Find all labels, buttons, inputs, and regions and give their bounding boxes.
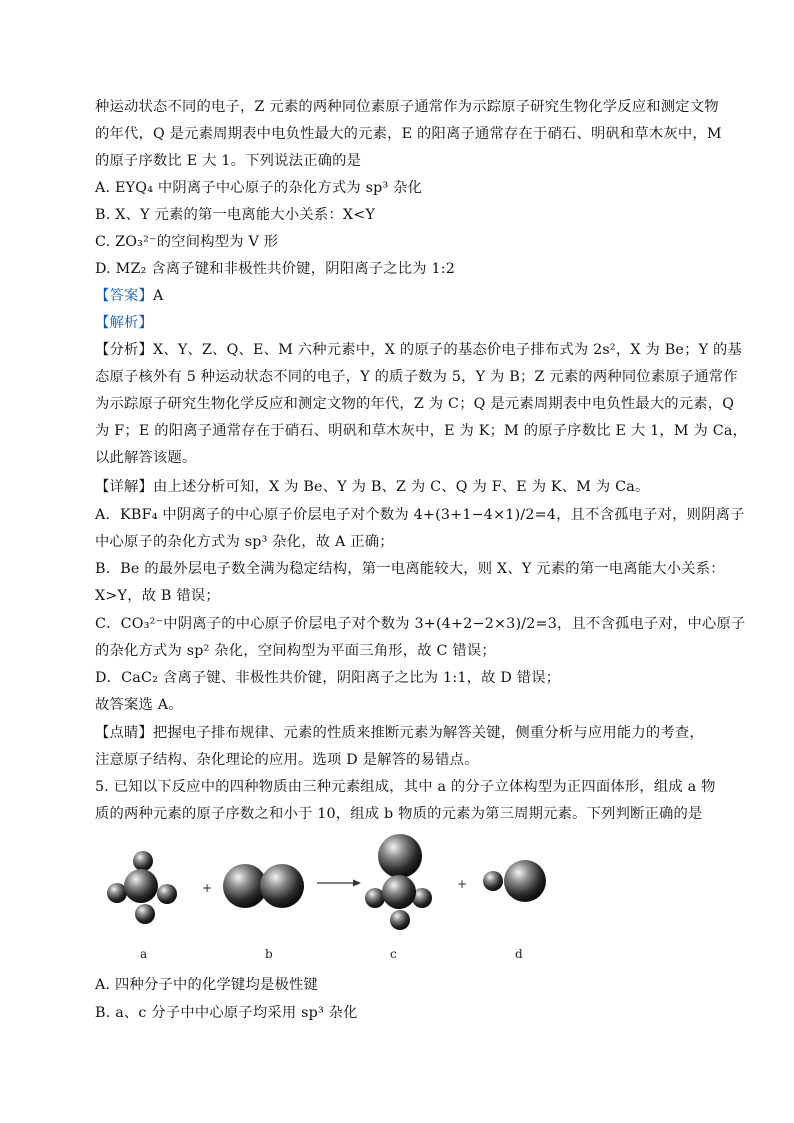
fenxi-line-4: 为 F；E 的阳离子通常存在于硝石、明矾和草木灰中，E 为 K；M 的原子序数比 E 大 1，M 为 Ca， (95, 423, 748, 439)
reaction-arrow (317, 880, 361, 887)
detail-b-line-2: X>Y，故 B 错误； (95, 588, 220, 604)
q4-option-b: B. X、Y 元素的第一电离能大小关系：X<Y (95, 207, 376, 223)
xiangjie-tag: 【详解】 (95, 479, 153, 495)
dianjing-line-1 (95, 723, 704, 743)
q4-stem-line-1: 种运动状态不同的电子，Z 元素的两种同位素原子通常作为示踪原子研究生物化学反应和测定文物 (95, 99, 719, 115)
q4-option-c: C. ZO₃²⁻的空间构型为 V 形 (95, 234, 279, 250)
fenxi-line-2: 态原子核外有 5 种运动状态不同的电子，Y 的质子数为 5，Y 为 B；Z 元素的两种同位素原子通常作 (95, 369, 738, 385)
analysis-tag: 【解析】 (95, 315, 153, 331)
plus-sign-1: + (202, 881, 213, 895)
fenxi-text-1: X、Y、Z、Q、E、M 六种元素中，X 的原子的基态价电子排布式为 2s²，X 为 Be；Y 的基 (153, 342, 742, 358)
answer-line (95, 286, 164, 306)
plus-sign-2: + (457, 877, 468, 891)
detail-c-line-1: C．CO₃²⁻中阴离子的中心原子价层电子对个数为 3+(4+2−2×3)/2=3，且不含孤电子对，中心原子 (95, 616, 746, 632)
fenxi-line-1 (95, 340, 742, 360)
fenxi-tag: 【分析】 (95, 342, 153, 358)
q5-stem-line-1: 5. 已知以下反应中的四种物质由三种元素组成，其中 a 的分子立体构型为正四面体形，组成 a 物 (95, 779, 716, 795)
molecule-c (365, 834, 432, 930)
q5-option-a: A. 四种分子中的化学键均是极性键 (95, 977, 318, 993)
conclusion-line: 故答案选 A。 (95, 697, 183, 713)
detail-d-line: D．CaC₂ 含离子键、非极性共价键，阴阳离子之比为 1:1，故 D 错误； (95, 670, 561, 686)
q5-option-b: B. a、c 分子中中心原子均采用 sp³ 杂化 (95, 1005, 358, 1021)
dianjing-text-1: 把握电子排布规律、元素的性质来推断元素为解答关键，侧重分析与应用能力的考查， (153, 725, 704, 741)
label-b: b (265, 947, 273, 961)
label-c: c (390, 947, 397, 961)
q4-option-a: A. EYQ₄ 中阴离子中心原子的杂化方式为 sp³ 杂化 (95, 180, 423, 196)
q4-stem-line-2: 的年代，Q 是元素周期表中电负性最大的元素，E 的阳离子通常存在于硝石、明矾和草木灰中，M (95, 126, 722, 142)
q4-option-d: D. MZ₂ 含离子键和非极性共价键，阴阳离子之比为 1:2 (95, 261, 456, 277)
fenxi-line-5: 以此解答该题。 (95, 450, 197, 466)
molecule-d (483, 860, 546, 902)
q5-stem-line-2: 质的两种元素的原子序数之和小于 10，组成 b 物质的元素为第三周期元素。下列判断正确的是 (95, 806, 703, 822)
q4-stem-line-3: 的原子序数比 E 大 1。下列说法正确的是 (95, 153, 362, 169)
fenxi-line-3: 为示踪原子研究生物化学反应和测定文物的年代，Z 为 C；Q 是元素周期表中电负性最大的元素，Q (95, 396, 735, 412)
answer-value: A (153, 288, 164, 304)
label-a: a (140, 947, 148, 961)
detail-c-line-2: 的杂化方式为 sp² 杂化，空间构型为平面三角形，故 C 错误； (95, 643, 496, 659)
dianjing-tag: 【点睛】 (95, 725, 153, 741)
molecule-a (107, 851, 177, 924)
detail-a-line-1: A．KBF₄ 中阴离子的中心原子价层电子对个数为 4+(3+1−4×1)/2=4，且不含孤电子对，则阴离子 (95, 507, 745, 523)
detail-b-line-1: B．Be 的最外层电子数全满为稳定结构，第一电离能较大，则 X、Y 元素的第一电离能大小关系： (95, 561, 725, 577)
dianjing-line-2: 注意原子结构、杂化理论的应用。选项 D 是解答的易错点。 (95, 752, 479, 768)
detail-a-line-2: 中心原子的杂化方式为 sp³ 杂化，故 A 正确； (95, 534, 394, 550)
answer-tag: 【答案】 (95, 288, 153, 304)
label-d: d (515, 947, 523, 961)
xiangjie-line-1 (95, 477, 650, 497)
molecule-reaction-figure (95, 826, 565, 966)
xiangjie-text-1: 由上述分析可知，X 为 Be、Y 为 B、Z 为 C、Q 为 F、E 为 K、M 为 Ca。 (153, 479, 650, 495)
analysis-line (95, 313, 153, 333)
molecule-b (223, 864, 304, 908)
